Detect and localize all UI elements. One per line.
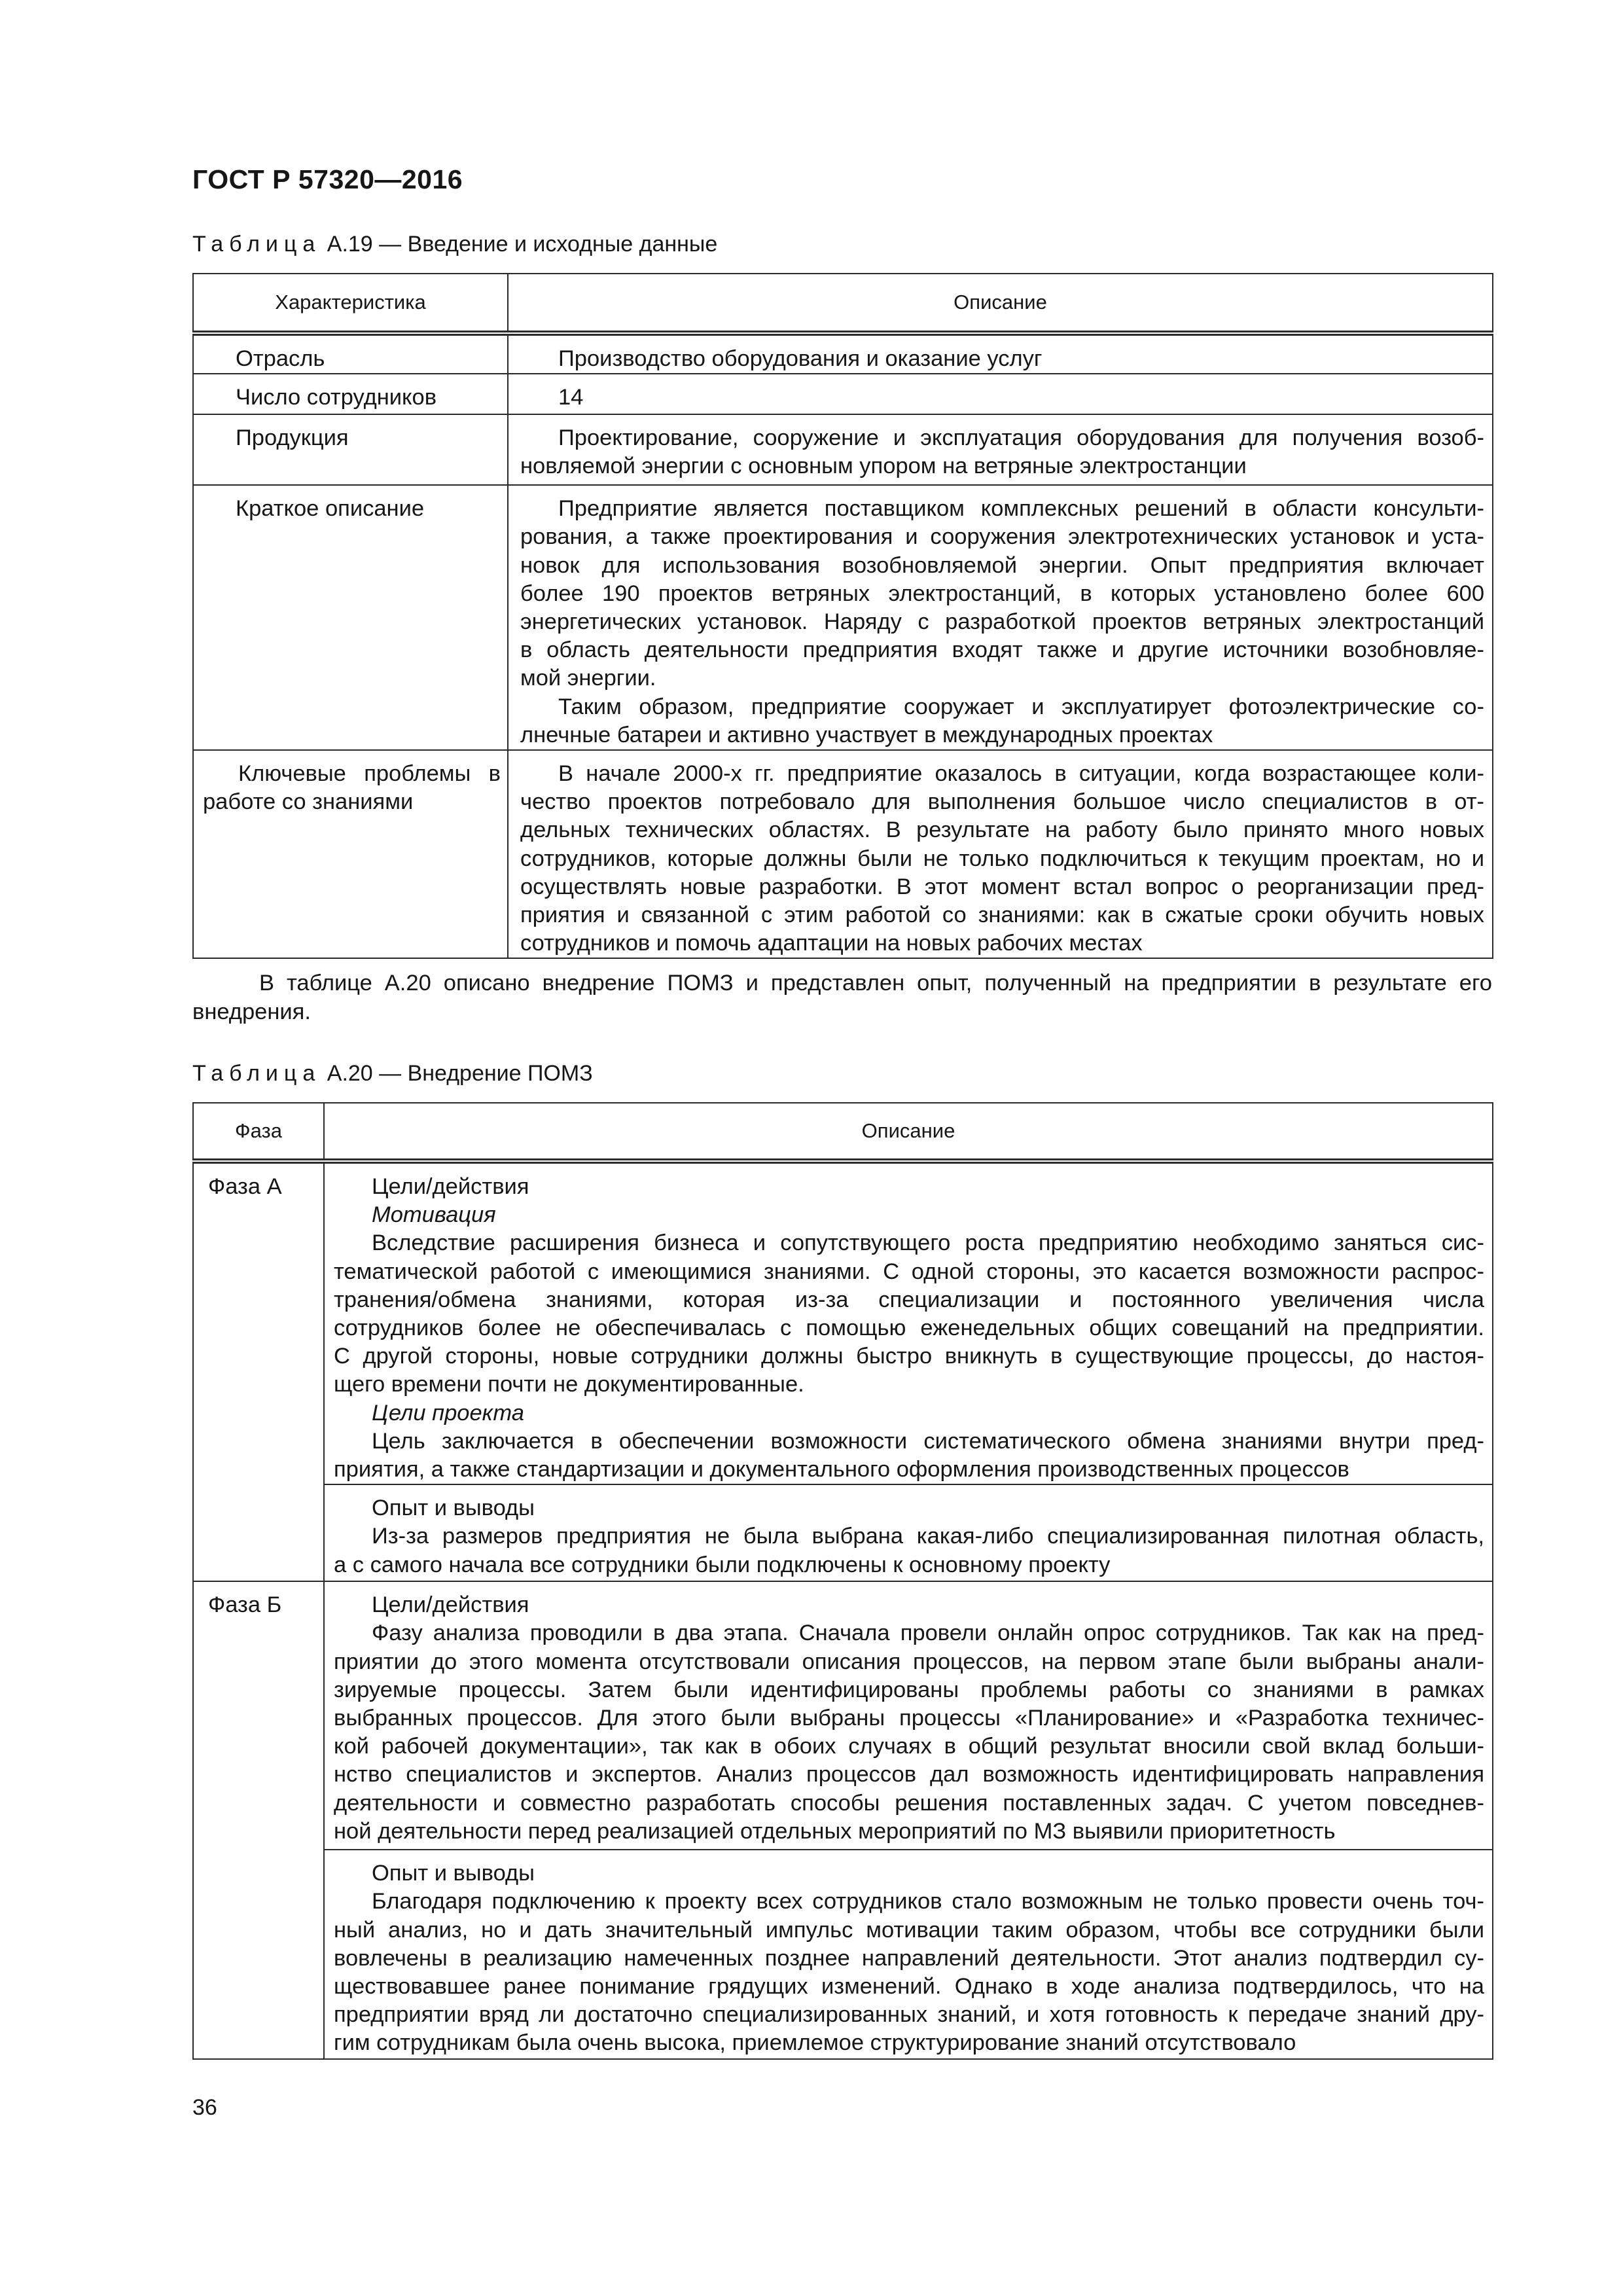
table-a20-title: А.20 — Внедрение ПОМЗ bbox=[327, 1061, 593, 1086]
table-a19-title: А.19 — Введение и исходные данные bbox=[327, 232, 718, 257]
text-line: Благодаря подключению к проекту всех сотрудников стало возможным не только провести очень точ- bbox=[372, 1889, 1484, 1914]
text-line: сотрудников, которые должны были не только подключиться к текущим проектам, но и bbox=[520, 846, 1484, 871]
text-line: Таким образом, предприятие сооружает и эксплуатирует фотоэлектрические со- bbox=[558, 694, 1484, 719]
text-line: Предприятие является поставщиком комплексных решений в области консульти- bbox=[558, 496, 1484, 522]
text-line: дельных технических областях. В результате на работу было принято много новых bbox=[520, 817, 1484, 843]
table-word: Таблица bbox=[192, 232, 321, 257]
text-line: в область деятельности предприятия входят также и другие источники возобновляе- bbox=[520, 637, 1484, 663]
phase-a-experience-cell bbox=[324, 1484, 1493, 1581]
experience-heading: Опыт и выводы bbox=[372, 1496, 535, 1521]
table-row bbox=[193, 1850, 1493, 2059]
goals-heading: Цели/действия bbox=[372, 1174, 529, 1199]
intro-paragraph bbox=[192, 969, 1492, 1026]
table-row bbox=[193, 414, 1493, 485]
text-line: щего времени почти не документированные. bbox=[334, 1372, 804, 1397]
table-a20 bbox=[192, 1102, 1493, 2060]
column-header-phase: Фаза bbox=[193, 1103, 324, 1161]
table-row bbox=[193, 485, 1493, 750]
page-number: 36 bbox=[192, 2095, 217, 2120]
text-line: Ключевые проблемы в bbox=[238, 761, 501, 787]
table-a20-caption bbox=[192, 1058, 593, 1088]
text-line: внедрения. bbox=[192, 999, 311, 1024]
text-line: ный анализ, но и дать значительный импульс мотивации таким образом, чтобы все сотрудники были bbox=[334, 1917, 1484, 1943]
text-line: нство специалистов и экспертов. Анализ процессов дал возможность идентифицировать направления bbox=[334, 1762, 1484, 1787]
text-line: предприятии вряд ли достаточно специализированных знаний, и хотя готовность к передаче знаний дру- bbox=[334, 2002, 1484, 2028]
text-line: чество проектов потребовало для выполнения большое число специалистов в от- bbox=[520, 789, 1484, 815]
table-row bbox=[193, 750, 1493, 958]
table-a19 bbox=[192, 273, 1493, 959]
text-line: транения/обмена знаниями, которая из-за специализации и постоянного увеличения числа bbox=[334, 1287, 1484, 1312]
goals-heading: Цели/действия bbox=[372, 1592, 529, 1618]
phase-label: Фаза Б bbox=[193, 1581, 324, 2059]
text-line: приятии до этого момента отсутствовали описания процессов, на первом этапе были выбраны анали- bbox=[334, 1649, 1484, 1674]
text-line: деятельности и совместно разработать способы решения поставленных задач. С учетом повседнев- bbox=[334, 1790, 1484, 1816]
text-line: 14 bbox=[558, 385, 584, 410]
column-header-description: Описание bbox=[508, 274, 1493, 333]
motivation-heading: Мотивация bbox=[372, 1202, 496, 1228]
table-row bbox=[193, 1484, 1493, 1581]
text-line: Цель заключается в обеспечении возможности систематического обмена знаниями внутри пред- bbox=[372, 1428, 1484, 1454]
table-row bbox=[193, 1161, 1493, 1484]
table-row bbox=[193, 1581, 1493, 1850]
text-line: Из-за размеров предприятия не была выбрана какая-либо специализированная пилотная область, bbox=[372, 1524, 1484, 1549]
column-header-characteristic: Характеристика bbox=[193, 274, 508, 333]
text-line: зируемые процессы. Затем были идентифицированы проблемы работы со знаниями в рамках bbox=[334, 1677, 1484, 1702]
text-line: В начале 2000-х гг. предприятие оказалось в ситуации, когда возрастающее коли- bbox=[558, 761, 1484, 787]
row-description bbox=[508, 750, 1493, 958]
text-line: гим сотрудникам была очень высока, приемлемое структурирование знаний отсутствовало bbox=[334, 2030, 1296, 2056]
text-line: вовлечены в реализацию намеченных позднее направлений деятельности. Этот анализ подтвердил су- bbox=[334, 1945, 1484, 1971]
text-line: осуществлять новые разработки. В этот момент встал вопрос о реорганизации пред- bbox=[520, 874, 1484, 899]
text-line: мой энергии. bbox=[520, 666, 656, 691]
text-line: Фазу анализа проводили в два этапа. Сначала провели онлайн опрос сотрудников. Так как на пред- bbox=[372, 1621, 1484, 1646]
text-line: энергетических установок. Наряду с разработкой проектов ветряных электростанций bbox=[520, 609, 1484, 635]
text-line: Производство оборудования и оказание услуг bbox=[558, 346, 1043, 371]
table-word: Таблица bbox=[192, 1061, 321, 1086]
text-line: сотрудников и помочь адаптации на новых рабочих местах bbox=[520, 931, 1143, 956]
experience-heading: Опыт и выводы bbox=[372, 1861, 535, 1886]
text-line: а с самого начала все сотрудники были подключены к основному проекту bbox=[334, 1552, 1111, 1577]
text-line: выбранных процессов. Для этого были выбраны процессы «Планирование» и «Разработка техничес- bbox=[334, 1706, 1484, 1731]
table-header-row bbox=[193, 1103, 1493, 1161]
row-key: Отрасль bbox=[193, 333, 508, 374]
table-row bbox=[193, 374, 1493, 414]
phase-a-goals-cell bbox=[324, 1161, 1493, 1484]
text-line: тематической работой с имеющимися знаниями. С одной стороны, это касается возможности распрос- bbox=[334, 1259, 1484, 1284]
text-line: С другой стороны, новые сотрудники должны быстро вникнуть в существующие процессы, до настоя- bbox=[334, 1344, 1484, 1369]
text-line: ществовавшее ранее понимание грядущих изменений. Однако в ходе анализа подтвердилось, что на bbox=[334, 1974, 1484, 2000]
text-line: новок для использования возобновляемой энергии. Опыт предприятия включает bbox=[520, 552, 1484, 578]
text-line: сотрудников более не обеспечивалась с помощью еженедельных общих совещаний на предприятии. bbox=[334, 1316, 1484, 1341]
document-code: ГОСТ Р 57320—2016 bbox=[192, 164, 463, 194]
phase-b-goals-cell bbox=[324, 1581, 1493, 1850]
row-key bbox=[193, 750, 508, 958]
text-line: лнечные батареи и активно участвует в международных проектах bbox=[520, 722, 1213, 747]
text-line: рования, а также проектирования и сооружения электротехнических установок и уста- bbox=[520, 524, 1484, 550]
row-description bbox=[508, 485, 1493, 750]
text-line: ной деятельности перед реализацией отдельных мероприятий по МЗ выявили приоритетность bbox=[334, 1818, 1336, 1844]
column-header-description: Описание bbox=[324, 1103, 1493, 1161]
row-key: Число сотрудников bbox=[193, 374, 508, 414]
text-line: Проектирование, сооружение и эксплуатация оборудования для получения возоб- bbox=[558, 425, 1484, 451]
phase-b-experience-cell bbox=[324, 1850, 1493, 2059]
text-line: кой рабочей документации», так как в обоих случаях в общий результат вносили свой вклад больши- bbox=[334, 1734, 1484, 1759]
table-a19-caption bbox=[192, 229, 717, 259]
row-key: Краткое описание bbox=[193, 485, 508, 750]
phase-label: Фаза А bbox=[193, 1161, 324, 1581]
text-line: Вследствие расширения бизнеса и сопутствующего роста предприятию необходимо заняться сис- bbox=[372, 1230, 1484, 1256]
text-line: В таблице А.20 описано внедрение ПОМЗ и представлен опыт, полученный на предприятии в результате его bbox=[259, 971, 1492, 996]
row-description bbox=[508, 374, 1493, 414]
table-header-row bbox=[193, 274, 1493, 333]
row-key: Продукция bbox=[193, 414, 508, 485]
text-line: более 190 проектов ветряных электростанций, в которых установлено более 600 bbox=[520, 581, 1484, 606]
text-line: приятия и связанной с этим работой со знаниями: как в сжатые сроки обучить новых bbox=[520, 903, 1484, 928]
row-description bbox=[508, 333, 1493, 374]
text-line: приятия, а также стандартизации и документального оформления производственных процессов bbox=[334, 1457, 1349, 1482]
text-line: новляемой энергии с основным упором на ветряные электростанции bbox=[520, 454, 1247, 479]
project-goals-heading: Цели проекта bbox=[372, 1400, 524, 1426]
text-line: работе со знаниями bbox=[203, 789, 414, 815]
row-description bbox=[508, 414, 1493, 485]
table-row bbox=[193, 333, 1493, 374]
